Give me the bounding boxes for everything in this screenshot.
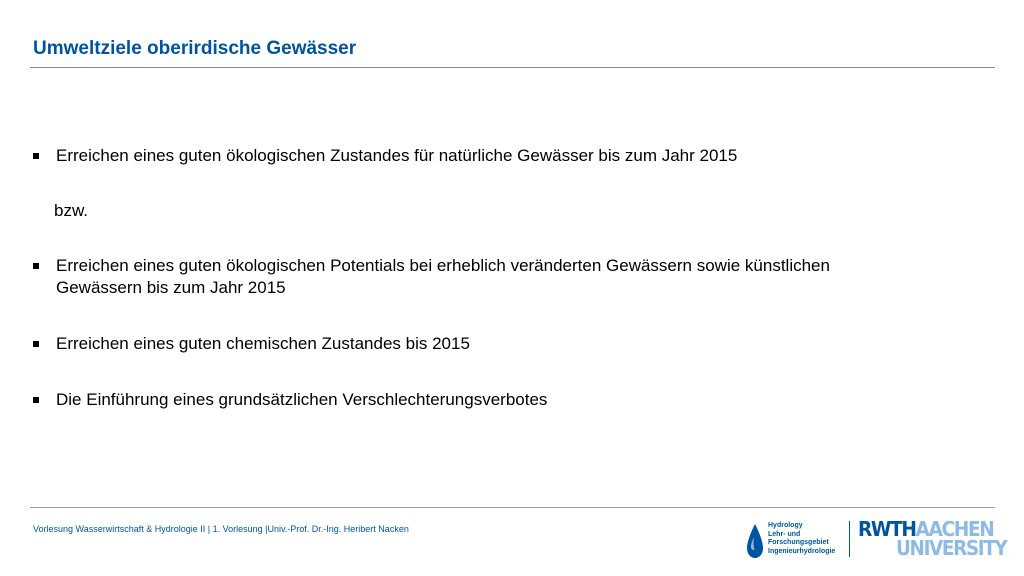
- bullet-item: [33, 145, 963, 167]
- bullet-text: Die Einführung eines grundsätzlichen Verschlechterungsverbotes: [56, 390, 548, 409]
- water-drop-icon: [746, 523, 764, 559]
- bullet-marker-icon: [33, 153, 39, 159]
- bullet-text-continued: Gewässern bis zum Jahr 2015: [56, 278, 286, 297]
- title-divider: [30, 67, 995, 68]
- hydrology-logo-text: Hydrology Lehr- und Forschungsgebiet Ingenieurhydrologie: [768, 522, 836, 555]
- bullet-text: Erreichen eines guten chemischen Zustandes bis 2015: [56, 334, 470, 353]
- hydrology-logo: [746, 521, 846, 561]
- rwth-logo: [858, 517, 1007, 561]
- bullet-item: [33, 333, 963, 355]
- rwth-logo-university: UNIVERSITY: [896, 536, 1007, 560]
- rwth-logo-aachen: AACHEN: [915, 517, 994, 541]
- bullet-marker-icon: [33, 341, 39, 347]
- rwth-logo-strong: RWTH: [858, 517, 916, 541]
- slide-title: Umweltziele oberirdische Gewässer: [33, 38, 357, 59]
- bullet-marker-icon: [33, 397, 39, 403]
- logo-divider: [849, 521, 850, 557]
- bullet-item: [33, 255, 963, 299]
- bullet-text: Erreichen eines guten ökologischen Zustandes für natürliche Gewässer bis zum Jahr 2015: [56, 146, 738, 165]
- bullet-item: [33, 389, 963, 411]
- connector-text: bzw.: [54, 201, 89, 220]
- footer-text: Vorlesung Wasserwirtschaft & Hydrologie II | 1. Vorlesung |Univ.-Prof. Dr.-Ing. Heribert Nacken: [33, 524, 409, 534]
- bullet-text: Erreichen eines guten ökologischen Potentials bei erheblich veränderten Gewässern sowie künstlichen: [56, 256, 830, 275]
- footer-divider: [30, 507, 995, 508]
- bullet-marker-icon: [33, 263, 39, 269]
